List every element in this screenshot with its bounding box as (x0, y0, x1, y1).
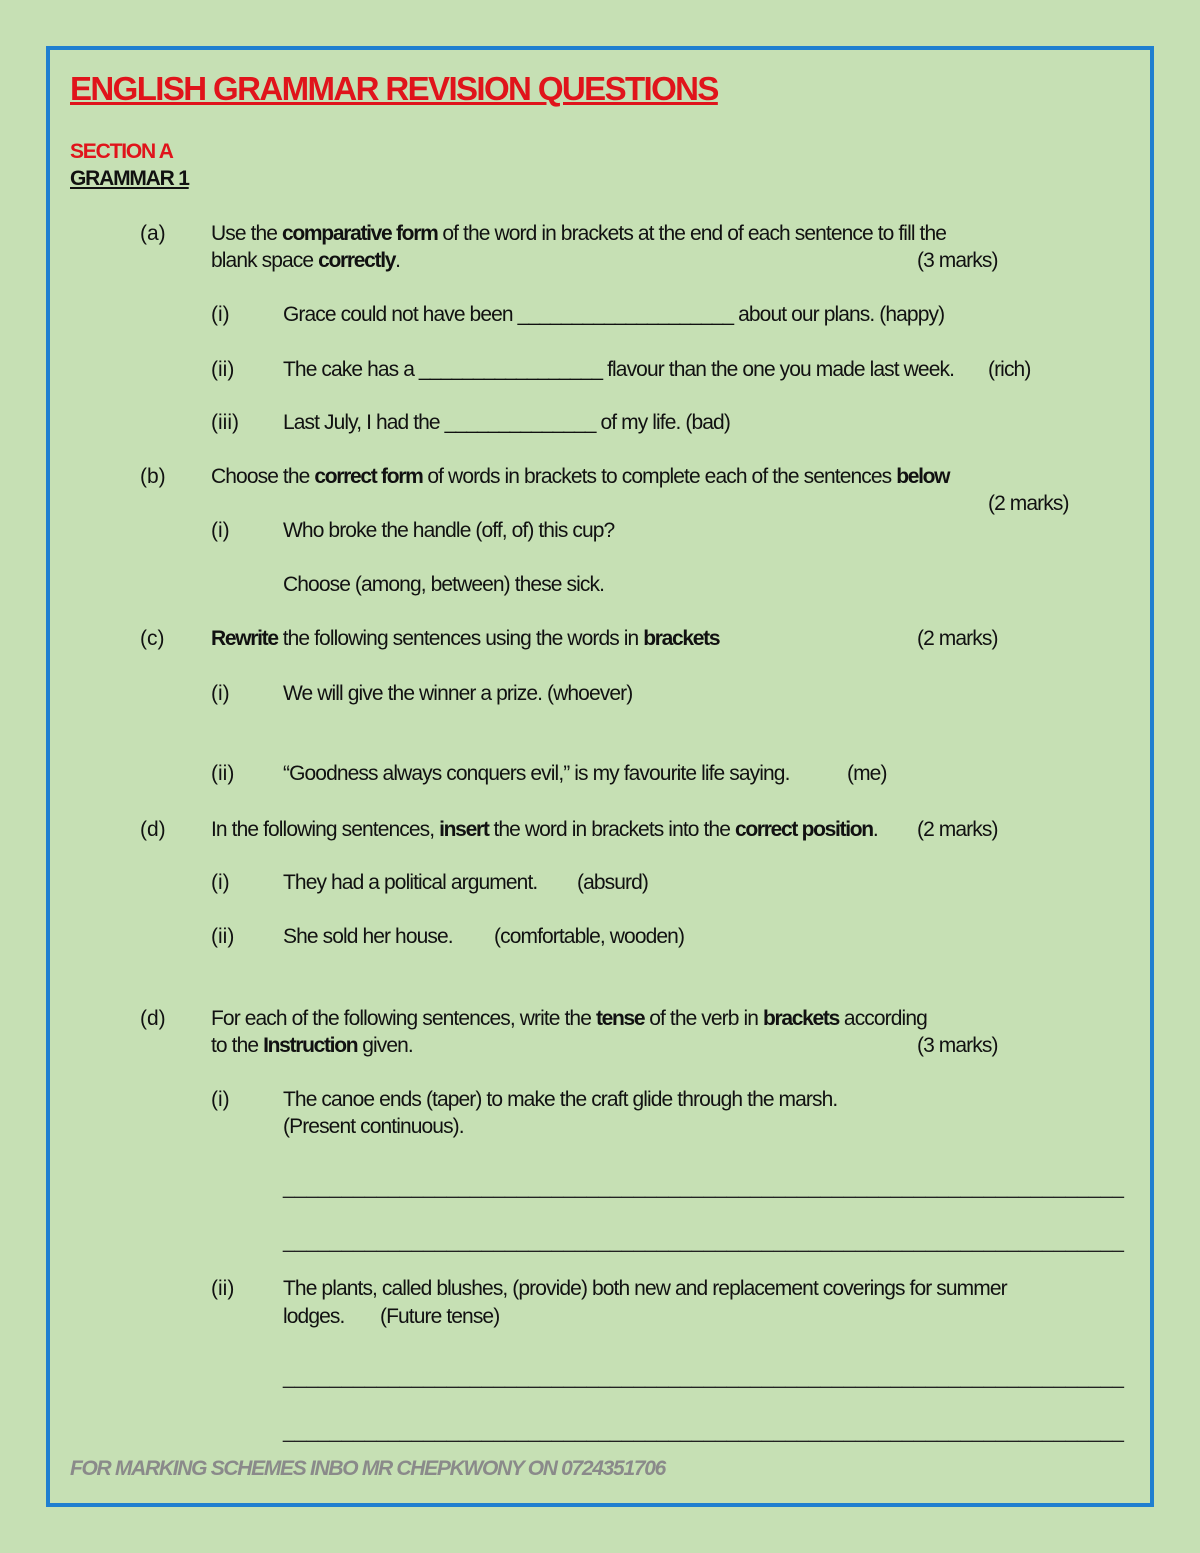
question-c-item-2-hint: (me) (847, 762, 887, 785)
question-d2-item-1: The canoe ends (taper) to make the craft glide through the marsh. (283, 1088, 838, 1111)
question-a-item-2-hint: (rich) (988, 358, 1031, 381)
question-a-item-3: Last July, I had the ______________ of my life. (bad) (283, 411, 730, 434)
question-b-item-1: Who broke the handle (off, of) this cup? (283, 519, 615, 542)
section-heading: SECTION A (70, 140, 173, 163)
grammar-heading: GRAMMAR 1 (70, 167, 189, 190)
question-a-instruction-line2: blank space correctly. (211, 249, 401, 272)
question-b-item-2: Choose (among, between) these sick. (283, 573, 605, 596)
question-c-marks: (2 marks) (917, 627, 998, 650)
item-label: (i) (211, 871, 230, 894)
question-d1-instruction: In the following sentences, insert the word in brackets into the correct position. (211, 818, 878, 841)
question-d2-label: (d) (140, 1007, 166, 1030)
question-d1-item-2: She sold her house. (283, 925, 453, 948)
item-label: (iii) (211, 411, 239, 434)
question-c-instruction: Rewrite the following sentences using the words in brackets (211, 627, 720, 650)
item-label: (i) (211, 303, 230, 326)
question-b-label: (b) (140, 465, 166, 488)
item-label: (ii) (211, 358, 235, 381)
answer-line: ________________________________________________________________________ (283, 1230, 1124, 1253)
question-a-label: (a) (140, 222, 166, 245)
question-b-marks: (2 marks) (988, 492, 1069, 515)
question-d1-item-2-hint: (comfortable, wooden) (494, 925, 685, 948)
item-label: (ii) (211, 925, 235, 948)
question-d1-marks: (2 marks) (917, 818, 998, 841)
question-a-item-1: Grace could not have been ____________________ about our plans. (happy) (283, 303, 945, 326)
question-d2-instruction-line1: For each of the following sentences, write the tense of the verb in brackets according (211, 1007, 927, 1030)
question-d1-item-1-hint: (absurd) (577, 871, 648, 894)
answer-line: ________________________________________________________________________ (283, 1366, 1124, 1389)
item-label: (i) (211, 1088, 230, 1111)
question-d2-item-2: The plants, called blushes, (provide) both new and replacement coverings for summer (283, 1277, 1007, 1300)
document-title: ENGLISH GRAMMAR REVISION QUESTIONS (70, 70, 718, 107)
question-d1-label: (d) (140, 818, 166, 841)
question-a-instruction-line1: Use the comparative form of the word in brackets at the end of each sentence to fill the (211, 222, 947, 245)
question-d1-item-1: They had a political argument. (283, 871, 538, 894)
question-d2-item-1-instruction: (Present continuous). (283, 1115, 464, 1138)
question-a-marks: (3 marks) (917, 249, 998, 272)
question-c-item-2: “Goodness always conquers evil,” is my favourite life saying. (283, 762, 790, 785)
item-label: (ii) (211, 1277, 235, 1300)
question-d2-instruction-line2: to the Instruction given. (211, 1034, 413, 1057)
question-c-item-1: We will give the winner a prize. (whoever) (283, 682, 633, 705)
answer-line: ________________________________________________________________________ (283, 1420, 1124, 1443)
question-d2-item-2-instruction: (Future tense) (380, 1305, 500, 1328)
item-label: (i) (211, 682, 230, 705)
item-label: (i) (211, 519, 230, 542)
question-d2-item-2-line2: lodges. (283, 1305, 345, 1328)
footer-note: FOR MARKING SCHEMES INBO MR CHEPKWONY ON 0724351706 (70, 1457, 665, 1480)
question-a-item-2: The cake has a _________________ flavour than the one you made last week. (283, 358, 955, 381)
item-label: (ii) (211, 762, 235, 785)
answer-line: ________________________________________________________________________ (283, 1176, 1124, 1199)
question-c-label: (c) (140, 627, 165, 650)
question-d2-marks: (3 marks) (917, 1034, 998, 1057)
question-b-instruction: Choose the correct form of words in brackets to complete each of the sentences below (211, 465, 950, 488)
